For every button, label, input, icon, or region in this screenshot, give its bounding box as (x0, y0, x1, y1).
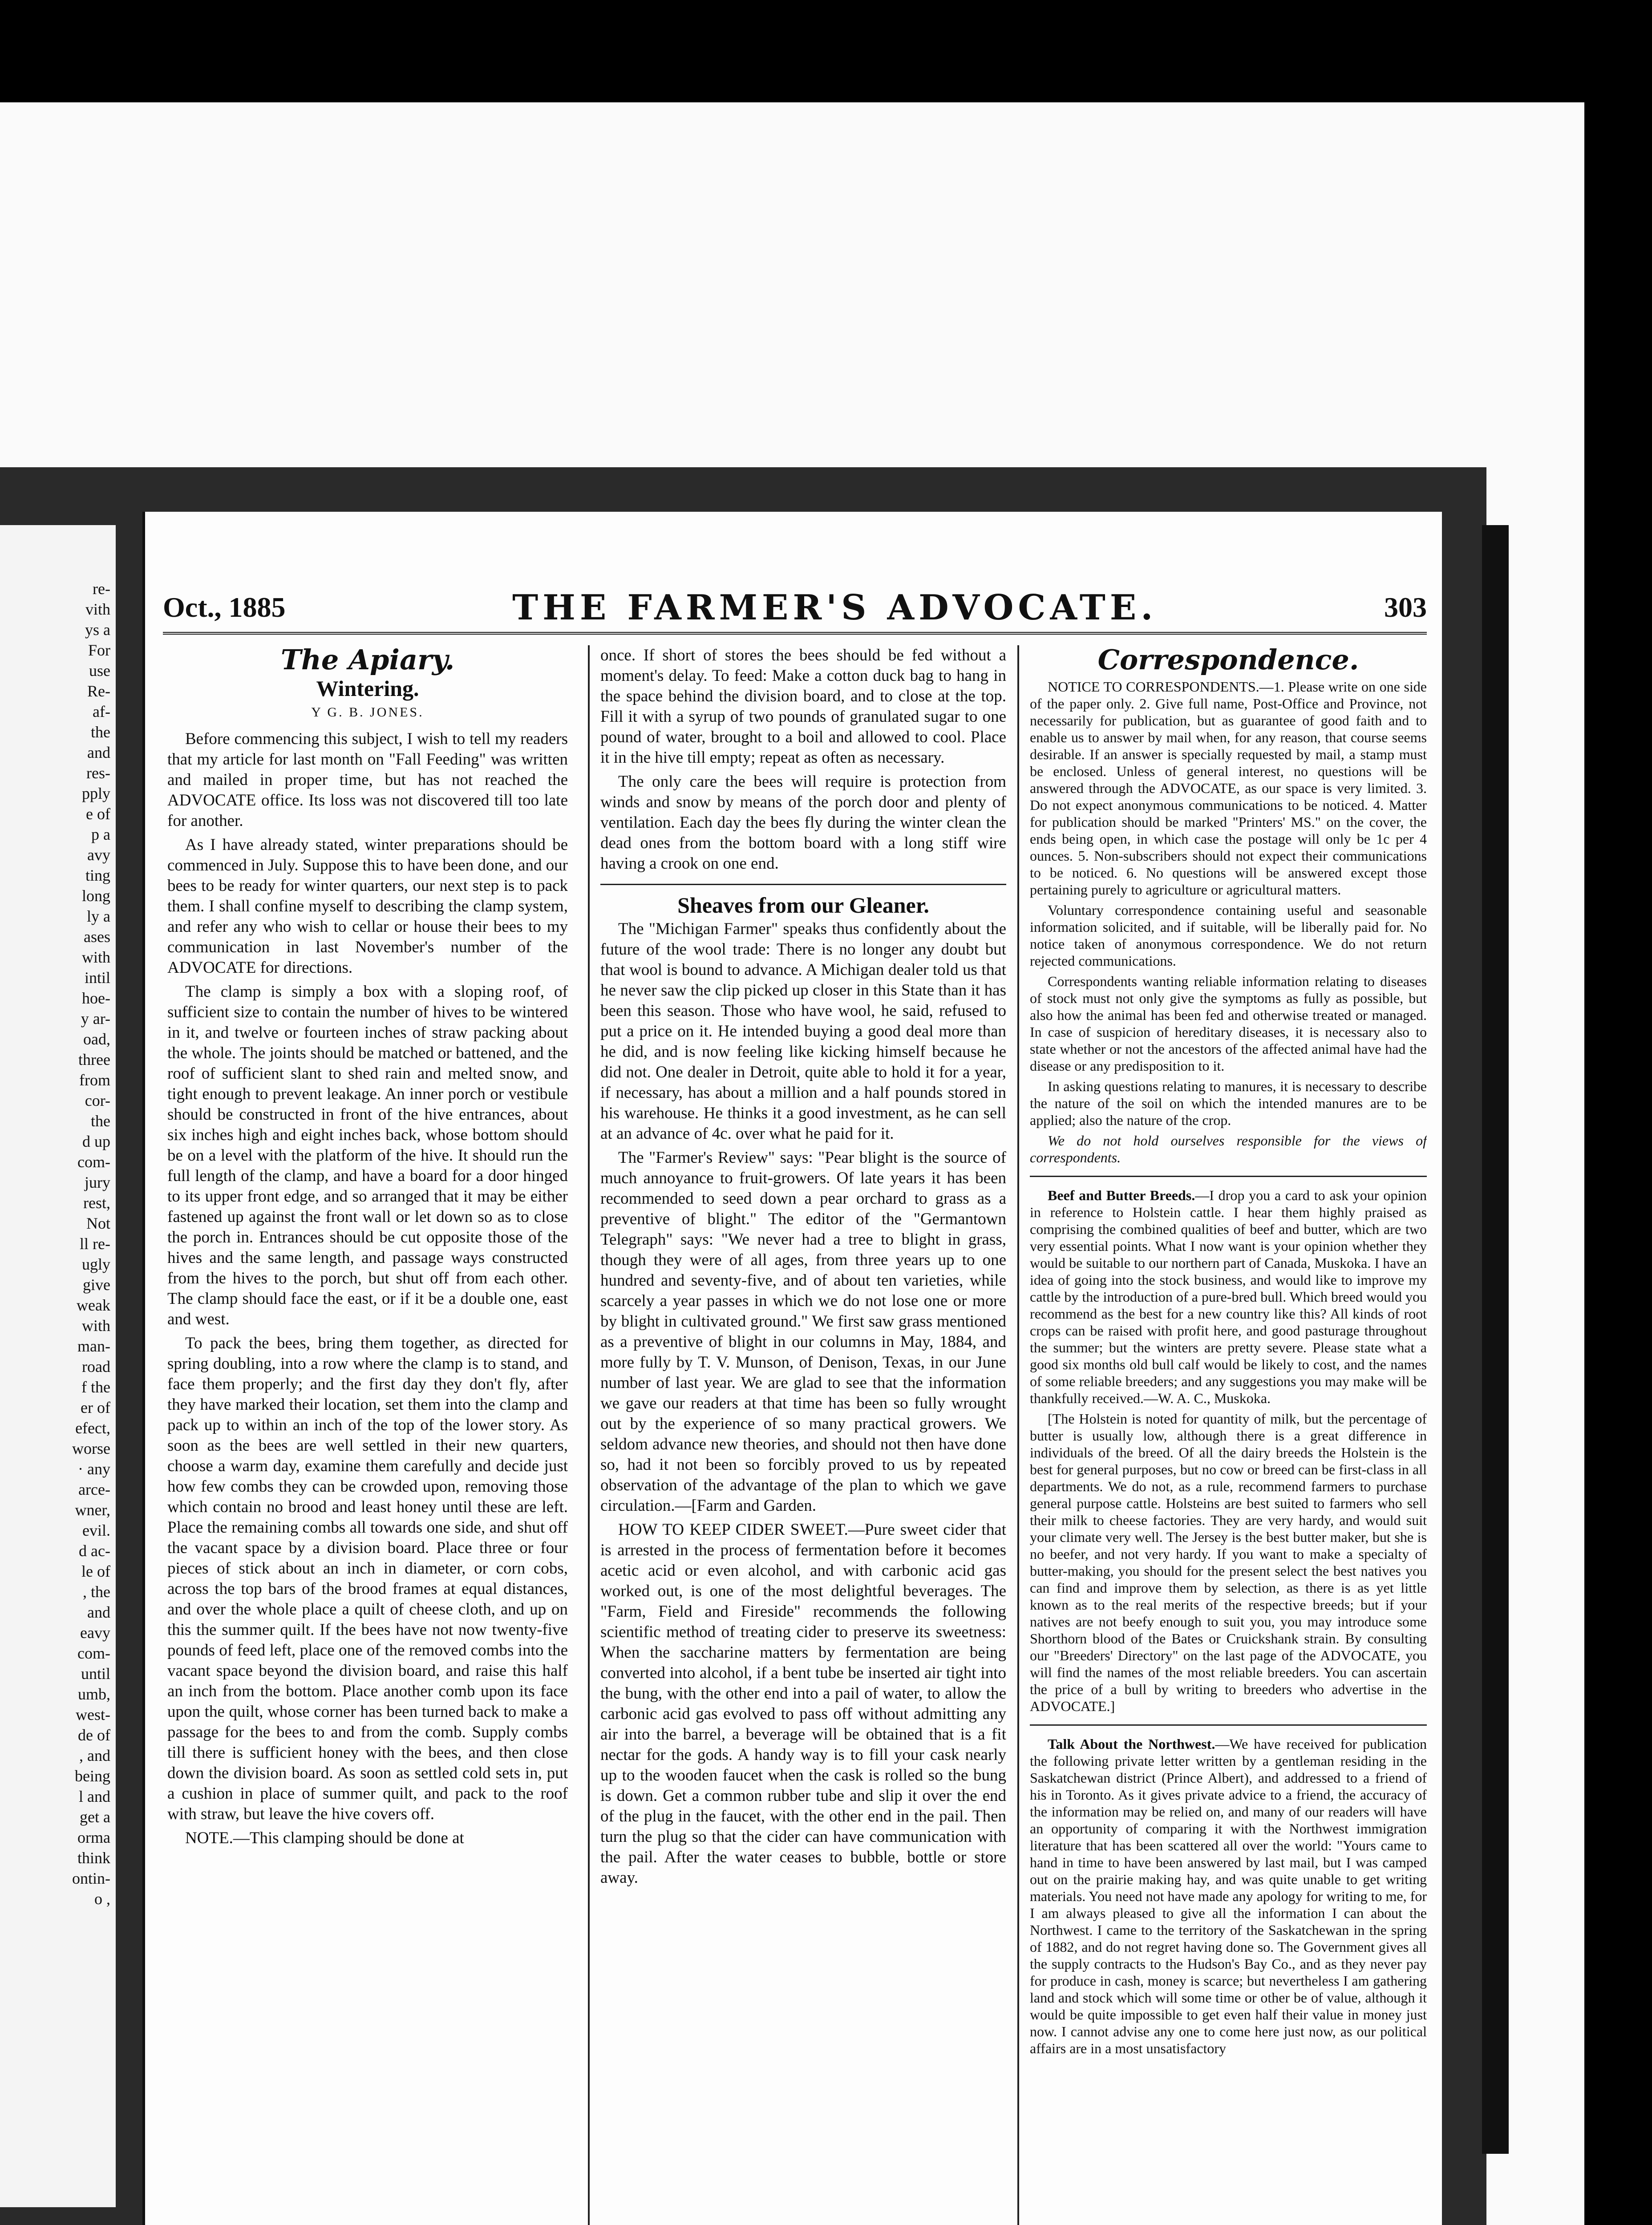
notice-paragraph: Voluntary correspondence containing useful and seasonable information solicited, and if suitable, will be liberally paid for. No notice taken of anonymous correspondence. We do not return rejected communications. (1030, 902, 1427, 969)
verso-line-fragment: ly a (87, 907, 110, 925)
verso-line-fragment: until (81, 1665, 110, 1683)
verso-line-fragment: oad, (83, 1030, 110, 1048)
verso-line-fragment: le of (81, 1562, 110, 1580)
verso-line-fragment: vith (85, 600, 110, 618)
verso-line-fragment: evil. (82, 1521, 110, 1539)
verso-line-fragment: y ar- (81, 1010, 110, 1028)
page-edge (1482, 525, 1509, 2154)
verso-line-fragment: com- (77, 1153, 110, 1171)
section-rule (1030, 1724, 1427, 1726)
verso-line-fragment: , and (79, 1747, 110, 1764)
section-rule (600, 884, 1006, 885)
verso-line-fragment: the (91, 723, 110, 741)
verso-line-fragment: intil (84, 969, 110, 987)
paragraph: The "Farmer's Review" says: "Pear blight is the source of much annoyance to fruit-growers. Of late years it has been recommended to seed down a pear orchard to grass as a preventive of blight." The editor of the "Germantown Telegraph" says: "We never had a tree to blight in grass, though they were of all ages, from three years up to one hundred and seventy-five, and of about ten varieties, while scarcely a year passes in which we do not lose one or more by blight in cultivated ground." We first saw grass mentioned as a preventive of blight in our columns in May, 1884, and more fully by T. V. Munson, of Denison, Texas, in our June number of last year. We are glad to see that the information we gave our readers at that time has been so fully wrought out by the experience of so many practical growers. We seldom advance new theories, and should not then have done so, had it not been so forcibly proved to us by repeated observation of the advantage of the plan to which we gave circulation.—[Farm and Garden. (600, 1149, 1006, 1515)
paragraph: As I have already stated, winter preparations should be commenced in July. Suppose this to have been done, and our bees to be ready for winter quarters, our next step is to pack them. I shall confine myself to describing the clamp system, and refer any who wish to cellar or house their bees to my communication in last November's number of the ADVOCATE for directions. (167, 836, 568, 977)
verso-line-fragment: res- (86, 764, 110, 782)
verso-line-fragment: use (89, 662, 110, 680)
letter (1030, 1736, 1427, 2057)
verso-line-fragment: efect, (75, 1419, 110, 1437)
verso-line-fragment: and (87, 1603, 110, 1621)
scan-border-top (0, 0, 1652, 107)
verso-line-fragment: from (79, 1071, 110, 1089)
verso-line-fragment: d ac- (79, 1542, 110, 1560)
verso-line-fragment: long (81, 887, 110, 905)
verso-line-fragment: f the (81, 1378, 110, 1396)
column-correspondence (1017, 645, 1427, 2225)
verso-line-fragment: l and (79, 1788, 110, 1805)
paragraph: The only care the bees will require is protection from winds and snow by means of the porch door and plenty of ventilation. Each day the bees fly during the winter clean the dead ones from the bottom board with a long stiff wire having a crook on one end. (600, 773, 1006, 873)
verso-line-fragment: and (87, 744, 110, 761)
verso-line-fragment: ases (84, 928, 110, 946)
verso-line-fragment: ll re- (80, 1235, 110, 1253)
notice-paragraph: In asking questions relating to manures, it is necessary to describe the nature of the soil on which the intended manures are to be applied; also the nature of the crop. (1030, 1078, 1427, 1128)
page-header (163, 583, 1427, 635)
verso-line-fragment: ting (85, 866, 110, 884)
verso-line-fragment: e of (86, 805, 110, 823)
verso-line-fragment: For (88, 641, 110, 659)
verso-line-fragment: o , (94, 1890, 110, 1908)
department-heading: The Apiary. (280, 645, 455, 676)
verso-line-fragment: give (83, 1276, 110, 1294)
verso-line-fragment: Re- (87, 682, 110, 700)
verso-line-fragment: being (75, 1767, 110, 1785)
section-rule (1030, 1176, 1427, 1177)
verso-line-fragment: de of (78, 1726, 110, 1744)
paragraph: once. If short of stores the bees should be fed without a moment's delay. To feed: Make a cotton duck bag to hang in the space behind the division board, and to close at the top. Fill it with a syrup of two pounds of granulated sugar to one pound of water, brought to a boil and allowed to cool. Place it in the hive till empty; repeat as often as necessary. (600, 646, 1006, 767)
verso-line-fragment: p a (91, 825, 110, 843)
verso-line-fragment: er of (81, 1399, 110, 1416)
verso-line-fragment: rest, (83, 1194, 110, 1212)
masthead: THE FARMER'S ADVOCATE. (512, 587, 1158, 628)
verso-line-fragment: ys a (85, 621, 110, 639)
editor-reply: [The Holstein is noted for quantity of milk, but the percentage of butter is usually low, although there is a great difference in individuals of the breed. Of all the dairy breeds the Holstein is the best for general purposes, but no cow or breed can be first-class in all departments. We do not, as a rule, recommend farmers to purchase general purpose cattle. Holsteins are best suited to farmers who sell their milk to cheese factories. They are very hardy, and would suit your climate very well. The Jersey is the best butter maker, but she is no beefer, and not very hardy. If you want to make a specialty of butter-making, you should for the present select the best natives you can find and improve them by selection, as there is as yet little known as to the real merits of the respective breeds; but if your natives are not beefy enough to suit you, you may introduce some Shorthorn blood of the Bates or Cruickshank strain. By consulting our "Breeders' Directory" on the last page of the ADVOCATE, you will find the names of the most reliable breeders. You can ascertain the price of a bull by writing to breeders who advertise in the ADVOCATE.] (1030, 1411, 1427, 1714)
verso-line-fragment: the (91, 1112, 110, 1130)
paragraph: HOW TO KEEP CIDER SWEET.—Pure sweet cider that is arrested in the process of fermentation before it becomes acetic acid or even alcohol, and with carbonic acid gas worked out, is one of the most delightful beverages. The "Farm, Field and Fireside" recommends the following scientific method of treating cider to preserve its sweetness: When the saccharine matters by fermentation are being converted into alcohol, if a bent tube be inserted air tight into the bung, with the other end into a pail of water, to allow the carbonic acid gas evolved to pass off without admitting any air into the barrel, a beverage will be obtained that is a fit nectar for the gods. A handy way is to fill your cask nearly up to the wooden faucet when the cask is rolled so the bung is down. Get a common rubber tube and slip it over the end of the plug in the faucet, with the other end in the pail. Then turn the plug so that the cider can have communication with the pail. After the water ceases to bubble, bottle or store away. (600, 1521, 1006, 1887)
verso-line-fragment: af- (93, 703, 110, 720)
verso-line-fragment: com- (77, 1644, 110, 1662)
verso-line-fragment: with (81, 948, 110, 966)
verso-line-fragment: with (81, 1317, 110, 1335)
verso-line-fragment: get a (80, 1808, 110, 1826)
paragraph: The "Michigan Farmer" speaks thus confidently about the future of the wool trade: There is no longer any doubt but that wool is bound to advance. A Michigan dealer told us that he never saw the clip picked up closer in this State than it has been this season. Those who have wool, he said, refused to put a price on it. He intended buying a good deal more than he did, and is now feeling like kicking himself because he did not. One dealer in Detroit, quite able to hold it for a year, if necessary, has about a million and a half pounds stored in his warehouse. He thinks it a good investment, as he can sell at an advance of 4c. over what he paid for it. (600, 920, 1006, 1143)
verso-line-fragment: wner, (75, 1501, 110, 1519)
paragraph: The clamp is simply a box with a sloping roof, of sufficient size to contain the number of hives to be wintered in it, and twelve or fourteen inches of straw packing about the whole. The joints should be matched or battened, and the roof of sufficient slant to shed rain and melted snow, and tight enough to prevent leakage. An inner porch or vestibule should be constructed in front of the hive entrances, about six inches high and eight inches back, whose bottom should be on a level with the platform of the hive. It should run the full length of the clamp, and have a board for a door hinged to its upper front edge, and so arranged that it may be either fastened up against the front wall or let down so as to close the porch in. Entrances should be cut opposite those of the hives and the same length, and passage ways constructed from the hives to the porch, but shut off from each other. The clamp should face the east, or if it be a double one, east and west. (167, 983, 568, 1328)
verso-line-fragment: arce- (78, 1481, 110, 1498)
verso-line-fragment: cor- (85, 1092, 110, 1109)
paragraph: Before commencing this subject, I wish to tell my readers that my article for last month on "Fall Feeding" was written and mailed in proper time, but has not reached the ADVOCATE office. Its loss was not discovered till too late for another. (167, 730, 568, 830)
verso-line-fragment: pply (81, 785, 110, 802)
verso-line-fragment: man- (77, 1337, 110, 1355)
verso-line-fragment: eavy (80, 1624, 110, 1642)
notice-paragraph: Correspondents wanting reliable information relating to diseases of stock must not only give the symptoms as fully as possible, but also how the animal has been fed and otherwise treated or managed. In case of suspicion of hereditary diseases, it is necessary also to state whether or not the ancestors of the affected animal have had the disease or any predisposition to it. (1030, 973, 1427, 1074)
article-title: Wintering. (316, 676, 419, 701)
verso-line-fragment: west- (76, 1706, 110, 1723)
verso-line-fragment: re- (93, 580, 110, 598)
letter (1030, 1187, 1427, 1407)
page-number: 303 (1384, 591, 1427, 623)
verso-line-fragment: · any (78, 1460, 110, 1478)
verso-line-fragment: three (78, 1051, 110, 1068)
verso-line-fragment: hoe- (82, 989, 110, 1007)
paragraph: NOTE.—This clamping should be done at (185, 1829, 464, 1847)
verso-line-fragment: d up (82, 1133, 110, 1150)
column-apiary (167, 645, 568, 2225)
verso-line-fragment: jury (85, 1173, 110, 1191)
column-middle (588, 645, 1006, 2225)
issue-date: Oct., 1885 (163, 591, 286, 623)
verso-line-fragment: think (77, 1849, 110, 1867)
verso-line-fragment: worse (72, 1440, 110, 1457)
verso-line-fragment: Not (86, 1214, 110, 1232)
verso-line-fragment: , the (83, 1583, 110, 1601)
disclaimer: We do not hold ourselves responsible for the views of correspondents. (1030, 1133, 1427, 1165)
newspaper-page (142, 512, 1442, 2225)
department-heading: Correspondence. (1097, 645, 1359, 676)
letter-body: —We have received for publication the following private letter written by a gentleman residing in the Saskatchewan district (Prince Albert), and addressed to a friend of his in Toronto. As it gives private advice to a friend, the accuracy of the information may be relied on, and many of our readers will have an opportunity of comparing it with the Northwest immigration literature that has been scattered all over the world: "Yours came to hand in time to have been answered by last mail, but I was camped out on the prairie making hay, and was quite unable to get writing materials. You need not have made any apology for writing to me, for I am always pleased to give all the information I can about the Northwest. I came to the territory of the Saskatchewan in the spring of 1882, and do not regret having done so. The Government gives all the supply contracts to the Hudson's Bay Co., and as they never pay for produce in cash, money is scarce; but nevertheless I am gathering land and stock which will some time or other be of value, although it would be quite impossible to get even half their value in money just now. I cannot advise any one to come here just now, as our political affairs are in a most unsatisfactory (1030, 1736, 1427, 2056)
verso-line-fragment: ugly (81, 1255, 110, 1273)
letter-title: Talk About the Northwest. (1048, 1736, 1215, 1752)
notice-to-correspondents: NOTICE TO CORRESPONDENTS.—1. Please write on one side of the paper only. 2. Give full name, Post-Office and Province, not necessarily for publication, but as guarantee of good faith and to enable us to answer by mail when, for any reason, that course seems desirable. If an answer is specially requested by mail, a stamp must be enclosed. Unless of general interest, no questions will be answered through the ADVOCATE, as our space is very limited. 3. Do not expect anonymous communications to be noticed. 4. Matter for publication should be marked "Printers' MS." on the cover, the ends being open, in which case the postage will only be 1c per 4 ounces. 5. Non-subscribers should not expect their communications to be noticed. 6. No questions will be answered except those pertaining purely to agriculture or agricultural matters. (1030, 679, 1427, 898)
verso-line-fragment: ontin- (72, 1869, 110, 1887)
verso-line-fragment: weak (77, 1296, 110, 1314)
verso-line-fragment: umb, (77, 1685, 110, 1703)
verso-line-fragment: avy (87, 846, 110, 864)
verso-line-fragment: orma (77, 1829, 110, 1846)
letter-body: —I drop you a card to ask your opinion in reference to Holstein cattle. I hear them highly praised as comprising the combined qualities of beef and butter, which are two very essential points. What I now want is your opinion whether they would be suitable to our northern part of Canada, Muskoka. I have an idea of going into the stock business, and would like to improve my cattle by the introduction of a pure-bred bull. Which breed would you recommend as the best for a new country like this? All kinds of root crops can be raised with profit here, and good pasturage throughout the summer; but the winters are pretty severe. Please state what a good six months old bull calf would be likely to cost, and the names of some reliable breeders; and any suggestions you may make will be thankfully received.—W. A. C., Muskoka. (1030, 1187, 1427, 1406)
paragraph: To pack the bees, bring them together, as directed for spring doubling, into a row where the clamp is to stand, and face them properly; and the first day they don't fly, after they have marked their location, set them into the clamp and pack up to within an inch of the top of the lower story. As soon as the bees are well settled in their new quarters, choose a warm day, examine them carefully and decide just how few combs they can be crowded upon, removing those which contain no brood and least honey until these are left. Place the remaining combs all towards one side, and shut off the vacant space by a division board. Place three or four pieces of stick about an inch in diameter, or corn cobs, across the top bars of the brood frames at equal distances, and over the whole place a quilt of cheese cloth, and up on this the summer quilt. If the bees have not now twenty-five pounds of feed left, place one of the removed combs into the vacant space beyond the division board, and raise this half an inch from the bottom. Place another comb upon its face upon the quilt, whose corner has been turned back to make a passage for the bees to and from the comb. Supply combs till there is sufficient honey with the bees, and then close down the division board. As soon as settled cold sets in, put a cushion in place of summer quilt, and pack to the roof with straw, but leave the hive covers off. (167, 1334, 568, 1823)
letter-title: Beef and Butter Breeds. (1048, 1187, 1195, 1203)
article-title: Sheaves from our Gleaner. (677, 893, 929, 918)
verso-line-fragment: road (82, 1358, 110, 1375)
verso-page-fragment (0, 525, 116, 2207)
byline: Y G. B. JONES. (311, 705, 424, 720)
